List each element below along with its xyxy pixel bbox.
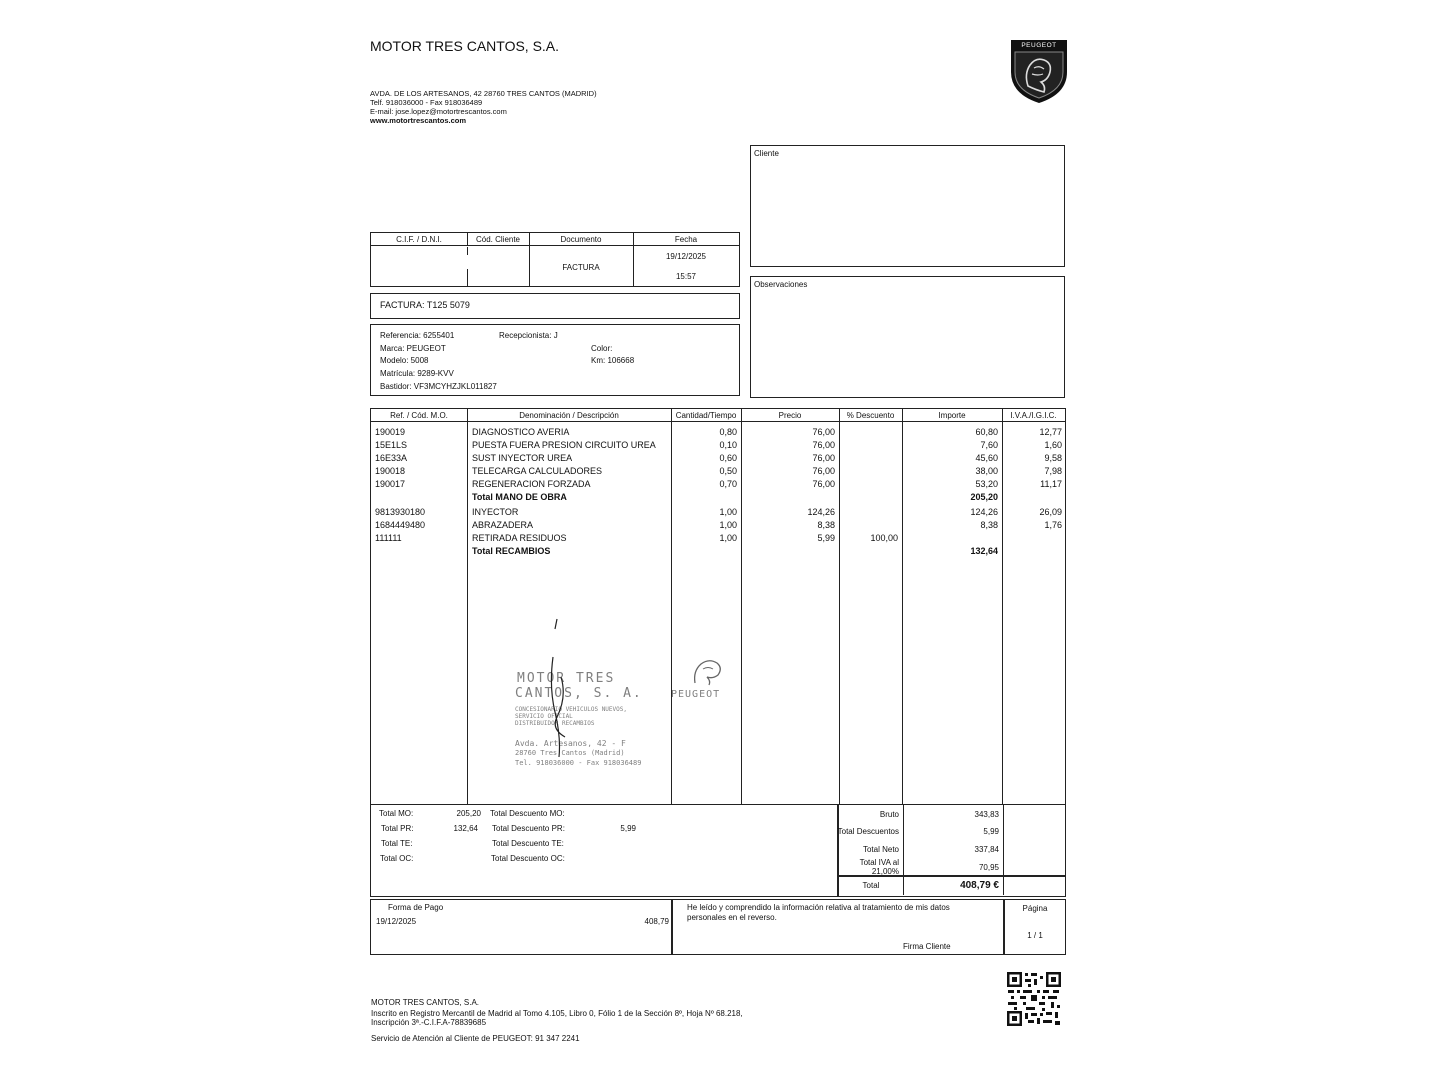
- dto-mo-label: Total Descuento MO:: [490, 809, 565, 818]
- cell-descuento: [839, 492, 898, 504]
- qr-code-icon: [1006, 971, 1062, 1027]
- neto-value: 337,84: [974, 845, 999, 854]
- cell-descuento: [839, 479, 898, 491]
- vehicle-km: Km: 106668: [591, 356, 635, 365]
- hora-value: 15:57: [675, 272, 697, 281]
- forma-pago-label: Forma de Pago: [388, 903, 444, 912]
- stamp-brand: PEUGEOT: [671, 689, 721, 700]
- payment-box: [370, 899, 672, 955]
- payment-date: 19/12/2025: [376, 917, 417, 926]
- cell-ref: 190017: [375, 479, 406, 489]
- footer-registro: Inscrito en Registro Mercantil de Madrid al Tomo 4.105, Libro 0, Fólio 1 de la Sección 8º, Hoja Nº 68.218,: [371, 1009, 743, 1018]
- cell-descuento: [839, 427, 898, 439]
- table-row: [371, 492, 1065, 504]
- company-phone-fax: Telf. 918036000 - Fax 918036489: [370, 98, 483, 107]
- signature-mark: [531, 617, 581, 767]
- cif-label: C.I.F. / D.N.I.: [396, 235, 442, 244]
- table-row: [371, 479, 1065, 491]
- cell-cantidad: 0,80: [719, 427, 737, 437]
- descuentos-label: Total Descuentos: [837, 827, 899, 836]
- cell-importe: 53,20: [975, 479, 998, 489]
- table-row: [371, 507, 1065, 519]
- cell-iva: 7,98: [1044, 466, 1062, 476]
- stamp-line-3: CONCESIONARIO VEHICULOS NUEVOS,: [515, 706, 627, 713]
- cell-desc: ABRAZADERA: [472, 520, 534, 530]
- cell-desc: RETIRADA RESIDUOS: [472, 533, 567, 543]
- total-te-label: Total TE:: [381, 839, 413, 848]
- col-header-descuento: % Descuento: [846, 411, 895, 420]
- cell-descuento: [839, 546, 898, 558]
- pagina-box: [1004, 899, 1066, 955]
- cell-cantidad: 1,00: [719, 533, 737, 543]
- footer-inscripcion: Inscripción 3ª.-C.I.F.A-78839685: [371, 1018, 487, 1027]
- bruto-label: Bruto: [879, 810, 899, 819]
- documento-label: Documento: [560, 235, 602, 244]
- cell-desc: Total MANO DE OBRA: [472, 492, 567, 502]
- cell-desc: INYECTOR: [472, 507, 519, 517]
- col-header-iva: I.V.A./I.G.I.C.: [1010, 411, 1057, 420]
- cell-desc: Total RECAMBIOS: [472, 546, 551, 556]
- col-header-importe: Importe: [938, 411, 966, 420]
- cell-descuento: [839, 453, 898, 465]
- totals-right-box: [838, 805, 1066, 897]
- cell-cantidad: 1,00: [719, 507, 737, 517]
- company-address: AVDA. DE LOS ARTESANOS, 42 28760 TRES CANTOS (MADRID): [370, 89, 597, 98]
- iva-value: 70,95: [978, 863, 999, 872]
- qr-code: [1006, 971, 1062, 1027]
- cell-precio: [741, 546, 835, 558]
- cell-ref: 111111: [375, 533, 402, 543]
- table-row: [371, 533, 1065, 545]
- stamp-line-7: 28760 Tres Cantos (Madrid): [515, 749, 625, 757]
- vehicle-box: [370, 324, 740, 396]
- cell-ref: 15E1LS: [375, 440, 408, 450]
- cell-cantidad: 0,60: [719, 453, 737, 463]
- cell-precio: 76,00: [812, 427, 835, 437]
- company-name: MOTOR TRES CANTOS, S.A.: [370, 38, 560, 54]
- cell-cantidad: 0,10: [719, 440, 737, 450]
- cell-precio: 76,00: [812, 440, 835, 450]
- cell-precio: 5,99: [817, 533, 835, 543]
- fecha-value: 19/12/2025: [665, 252, 707, 261]
- vehicle-modelo: Modelo: 5008: [380, 356, 429, 365]
- privacy-text: He leído y comprendido la información relativa al tratamiento de mis datos: [687, 903, 950, 912]
- cell-importe: 8,38: [980, 520, 998, 530]
- cell-precio: [741, 492, 835, 504]
- cell-desc: TELECARGA CALCULADORES: [472, 466, 603, 476]
- cell-descuento: [839, 440, 898, 452]
- dto-te-label: Total Descuento TE:: [492, 839, 564, 848]
- cell-iva: 12,77: [1039, 427, 1062, 437]
- cell-iva: 1,76: [1044, 520, 1062, 530]
- neto-label: Total Neto: [862, 845, 899, 854]
- stamp-line-5: DISTRIBUIDOR RECAMBIOS: [515, 720, 595, 727]
- cell-importe: 7,60: [980, 440, 998, 450]
- vehicle-color: Color:: [591, 344, 613, 353]
- total-mo-value: 205,20: [456, 809, 481, 818]
- table-row: [371, 520, 1065, 532]
- descuentos-value: 5,99: [983, 827, 999, 836]
- cell-ref: [375, 492, 465, 504]
- dto-oc-label: Total Descuento OC:: [491, 854, 565, 863]
- bruto-value: 343,83: [974, 810, 999, 819]
- cell-iva: [1002, 492, 1062, 504]
- total-cell: [839, 875, 1065, 895]
- vehicle-bastidor: Bastidor: VF3MCYHZJKL011827: [380, 382, 497, 391]
- fecha-label: Fecha: [674, 235, 698, 244]
- total-mo-label: Total MO:: [379, 809, 414, 818]
- iva-rate: 21,00%: [871, 867, 899, 876]
- cell-cantidad: [671, 492, 737, 504]
- cell-descuento: 100,00: [870, 533, 898, 543]
- vehicle-marca: Marca: PEUGEOT: [380, 344, 446, 353]
- items-table: [370, 408, 1066, 805]
- table-row: [371, 453, 1065, 465]
- dto-pr-label: Total Descuento PR:: [492, 824, 565, 833]
- payment-amount: 408,79: [644, 917, 669, 926]
- table-row: [371, 440, 1065, 452]
- totals-bottom-rule: [370, 896, 838, 897]
- cell-desc: PUESTA FUERA PRESION CIRCUITO UREA: [472, 440, 656, 450]
- cell-importe: [902, 533, 998, 545]
- cell-importe: 60,80: [975, 427, 998, 437]
- totals-left-box: [370, 805, 838, 897]
- cell-desc: REGENERACION FORZADA: [472, 479, 591, 489]
- cell-cantidad: 0,70: [719, 479, 737, 489]
- cell-precio: 76,00: [812, 466, 835, 476]
- cod-cliente-label: Cód. Cliente: [475, 235, 521, 244]
- cell-importe: 132,64: [970, 546, 998, 556]
- company-web: www.motortrescantos.com: [370, 116, 466, 125]
- cell-descuento: [839, 466, 898, 478]
- col-header-desc: Denominación / Descripción: [519, 411, 619, 420]
- vehicle-referencia: Referencia: 6255401: [380, 331, 455, 340]
- factura-box: [370, 293, 740, 319]
- cliente-box: [750, 145, 1065, 267]
- cell-cantidad: 0,50: [719, 466, 737, 476]
- documento-value: FACTURA: [562, 263, 600, 272]
- stamp-line-6: Avda. Artesanos, 42 - F: [515, 739, 626, 748]
- total-label: Total: [862, 881, 880, 890]
- signature-box: [672, 899, 1004, 955]
- privacy-text-2: personales en el reverso.: [687, 913, 777, 922]
- cell-ref: 190019: [375, 427, 406, 437]
- cell-importe: 124,26: [970, 507, 998, 517]
- pagina-value: 1 / 1: [1027, 931, 1043, 940]
- stamp-lion-icon: [687, 655, 727, 687]
- iva-label: Total IVA al: [859, 858, 899, 867]
- cell-iva: [1002, 533, 1062, 545]
- cell-ref: 16E33A: [375, 453, 408, 463]
- cell-precio: 76,00: [812, 453, 835, 463]
- cell-desc: SUST INYECTOR UREA: [472, 453, 573, 463]
- company-email: E-mail: jose.lopez@motortrescantos.com: [370, 107, 507, 116]
- cell-importe: 38,00: [975, 466, 998, 476]
- cell-iva: [1002, 546, 1062, 558]
- observaciones-label: Observaciones: [754, 280, 808, 289]
- stamp-line-4: SERVICIO OFICIAL: [515, 713, 573, 720]
- total-value: 408,79 €: [960, 880, 999, 891]
- cell-ref: 9813930180: [375, 507, 426, 517]
- col-header-ref: Ref. / Cód. M.O.: [390, 411, 448, 420]
- table-row: [371, 466, 1065, 478]
- col-header-precio: Precio: [778, 411, 802, 420]
- col-header-cantidad: Cantidad/Tiempo: [675, 411, 737, 420]
- total-oc-label: Total OC:: [380, 854, 414, 863]
- firma-cliente-label: Firma Cliente: [903, 942, 951, 951]
- cell-precio: 76,00: [812, 479, 835, 489]
- total-pr-label: Total PR:: [381, 824, 414, 833]
- vehicle-matricula: Matrícula: 9289-KVV: [380, 369, 454, 378]
- cell-iva: 9,58: [1044, 453, 1062, 463]
- peugeot-logo: [1008, 38, 1070, 104]
- cell-importe: 45,60: [975, 453, 998, 463]
- factura-number: FACTURA: T125 5079: [380, 300, 470, 310]
- cell-cantidad: [671, 546, 737, 558]
- dto-pr-value: 5,99: [620, 824, 636, 833]
- cell-precio: 8,38: [817, 520, 835, 530]
- cell-cantidad: 1,00: [719, 520, 737, 530]
- footer-company: MOTOR TRES CANTOS, S.A.: [371, 998, 480, 1007]
- stamp-line-2: CANTOS, S. A.: [515, 686, 643, 701]
- pagina-label: Página: [1022, 904, 1048, 913]
- cell-ref: 1684449480: [375, 520, 426, 530]
- cell-precio: 124,26: [807, 507, 835, 517]
- footer-servicio: Servicio de Atención al Cliente de PEUGEOT: 91 347 2241: [371, 1034, 580, 1043]
- vehicle-recepcionista: Recepcionista: J: [499, 331, 558, 340]
- cell-desc: DIAGNOSTICO AVERIA: [472, 427, 570, 437]
- document-header-grid: [370, 232, 740, 287]
- cell-iva: 26,09: [1039, 507, 1062, 517]
- cell-iva: 1,60: [1044, 440, 1062, 450]
- cell-iva: 11,17: [1040, 479, 1062, 489]
- cell-ref: 190018: [375, 466, 406, 476]
- table-row: [371, 546, 1065, 558]
- cell-ref: [375, 546, 465, 558]
- stamp-line-8: Tel. 918036000 - Fax 918036489: [515, 759, 642, 767]
- company-stamp: [509, 667, 769, 777]
- stamp-line-1: MOTOR TRES: [517, 671, 616, 686]
- cliente-label: Cliente: [754, 149, 779, 158]
- table-row: [371, 427, 1065, 439]
- cell-importe: 205,20: [970, 492, 998, 502]
- cell-descuento: [839, 507, 898, 519]
- total-pr-value: 132,64: [453, 824, 478, 833]
- logo-text: PEUGEOT: [1021, 42, 1057, 49]
- cell-descuento: [839, 520, 898, 532]
- observaciones-box: [750, 276, 1065, 398]
